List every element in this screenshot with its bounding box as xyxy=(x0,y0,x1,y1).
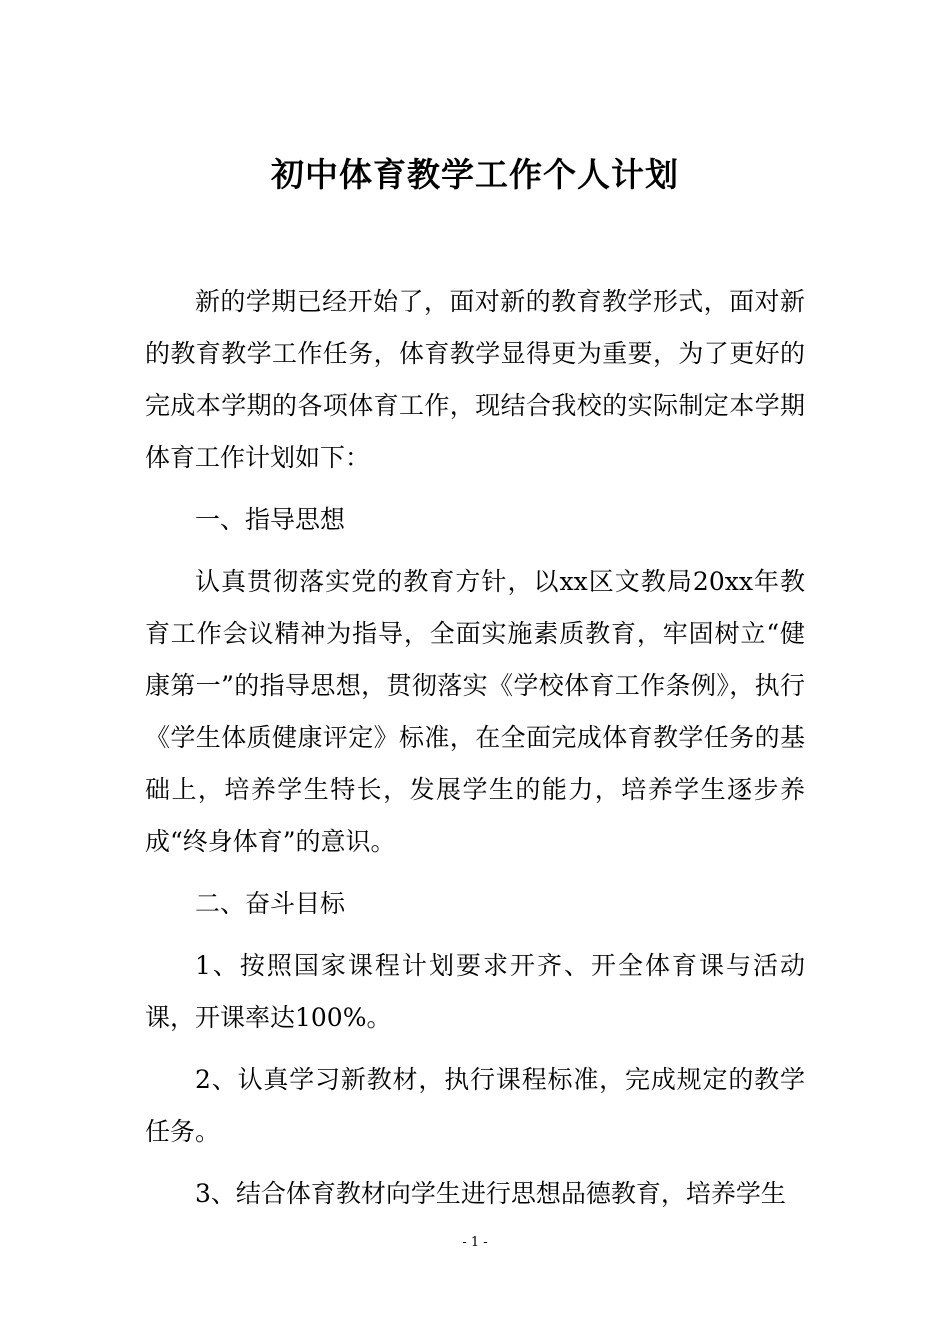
section-heading-guiding-ideology: 一、指导思想 xyxy=(195,505,346,534)
goal-item-3: 3、结合体育教材向学生进行思想品德教育，培养学生 xyxy=(195,1179,786,1208)
goal-item-1: 1、按照国家课程计划要求开齐、开全体育课与活动课，开课率达100%。 xyxy=(145,951,805,1032)
page-number: - 1 - xyxy=(462,1235,488,1250)
goal-item-2: 2、认真学习新教材，执行课程标准，完成规定的教学任务。 xyxy=(145,1065,805,1146)
section-heading-goals: 二、奋斗目标 xyxy=(195,889,346,918)
document-title: 初中体育教学工作个人计划 xyxy=(271,155,679,194)
intro-paragraph: 新的学期已经开始了，面对新的教育教学形式，面对新的教育教学工作任务，体育教学显得更为重要，为了更好的完成本学期的各项体育工作，现结合我校的实际制定本学期体育工作计划如下： xyxy=(145,287,805,472)
guiding-ideology-paragraph: 认真贯彻落实党的教育方针，以xx区文教局20xx年教育工作会议精神为指导，全面实施素质教育，牢固树立“健康第一”的指导思想，贯彻落实《学校体育工作条例》，执行《学生体质健康评定》标准，在全面完成体育教学任务的基础上，培养学生特长，发展学生的能力，培养学生逐步养成“终身体育”的意识。 xyxy=(145,567,805,856)
document-body xyxy=(145,276,805,1230)
